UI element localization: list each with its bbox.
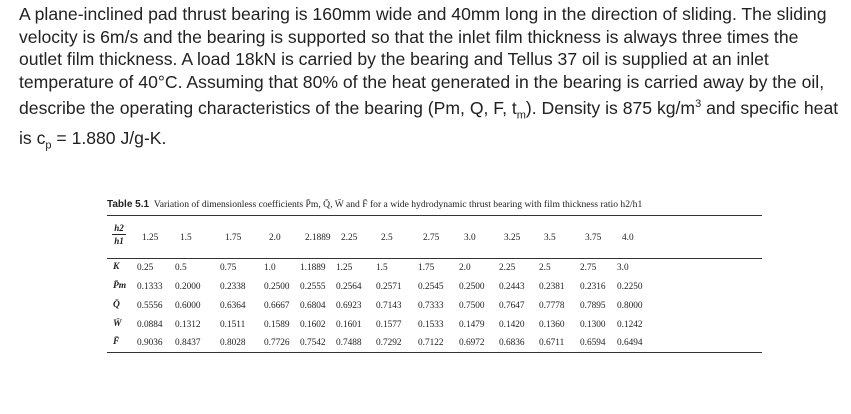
table-cell: 0.6364: [220, 301, 246, 311]
header-cell: 1.75: [225, 233, 242, 243]
table-cell: 0.7647: [499, 301, 525, 311]
table-cell: 0.2500: [459, 282, 485, 292]
table-cell: 0.2250: [617, 282, 643, 292]
table-cell: 0.7292: [376, 338, 402, 348]
table-cell: 0.7488: [336, 338, 362, 348]
table-cell: 0.2564: [336, 282, 362, 292]
problem-text-1: A plane-inclined pad thrust bearing is 160mm wide and 40mm long in the direction of sliding. The sliding velocity is 6m/s and the bearing is supported so that the inlet film thickness is always three times the outlet film thickness. A load 18kN is carried by the bearing and Tellus 37 oil is supplied at an inlet temperature of 40°C. Assuming that 80% of the heat generated in the bearing is carried away by the oil, describe the operating characteristics of the bearing (Pm, Q, F, t: [19, 4, 827, 119]
table-cell: 0.1589: [264, 320, 290, 330]
table-cell: 0.6594: [580, 338, 606, 348]
table-caption-label: Table 5.1: [107, 199, 150, 210]
header-cell: 3.75: [585, 233, 602, 243]
table-cell: 0.2338: [220, 282, 246, 292]
header-cell: 4.0: [622, 233, 634, 243]
table-cell: 0.0884: [137, 320, 163, 330]
table-cell: 0.2000: [175, 282, 201, 292]
table-cell: 0.5: [175, 263, 187, 273]
header-cell: 2.75: [423, 233, 440, 243]
table-cell: 0.1533: [418, 320, 444, 330]
table-cell: 0.6836: [499, 338, 525, 348]
table-cell: 1.1889: [300, 263, 326, 273]
table-cell: 0.7122: [418, 338, 444, 348]
row-label: F̄: [113, 337, 120, 347]
table-cell: 0.1577: [376, 320, 402, 330]
table-cell: 0.1602: [300, 320, 326, 330]
table-caption-text: Variation of dimensionless coefficients P̄m, Q̄, W̄ and F̄ for a wide hydrodynamic thrust bearing with film thickness ratio h2/h1: [153, 199, 643, 210]
table-cell: 0.6972: [459, 338, 485, 348]
table-bottom-rule: [107, 352, 762, 353]
header-cell: 1.25: [142, 233, 159, 243]
table-cell: 0.7895: [580, 301, 606, 311]
header-cell: 1.5: [180, 233, 192, 243]
table-cell: 0.5556: [137, 301, 163, 311]
table-cell: 0.1300: [580, 320, 606, 330]
table-cell: 2.75: [580, 263, 597, 273]
header-cell: 2.0: [269, 233, 281, 243]
table-cell: 0.25: [137, 263, 154, 273]
table-cell: 0.7778: [539, 301, 565, 311]
header-cell: 3.5: [544, 233, 556, 243]
table-cell: 0.1242: [617, 320, 643, 330]
row-label: K: [113, 262, 120, 272]
table-cell: 2.5: [539, 263, 551, 273]
table-cell: 0.6494: [617, 338, 643, 348]
problem-statement: [19, 3, 839, 157]
table-caption: [107, 199, 642, 210]
table-cell: 0.1479: [459, 320, 485, 330]
table-cell: 0.6923: [336, 301, 362, 311]
table-cell: 0.75: [220, 263, 237, 273]
table-cell: 0.6804: [300, 301, 326, 311]
table-cell: 0.1601: [336, 320, 362, 330]
table-cell: 1.0: [264, 263, 276, 273]
table-cell: 0.1420: [499, 320, 525, 330]
table-cell: 1.5: [376, 263, 388, 273]
table-cell: 0.7500: [459, 301, 485, 311]
ratio-denominator: h1: [114, 236, 124, 246]
table-cell: 0.6711: [539, 338, 565, 348]
table-cell: 0.6000: [175, 301, 201, 311]
header-cell: 3.25: [504, 233, 521, 243]
table-header-rule: [107, 258, 762, 259]
header-cell: 2.25: [341, 233, 358, 243]
table-cell: 0.9036: [137, 338, 163, 348]
subscript-p: p: [45, 139, 52, 152]
subscript-m: m: [516, 109, 526, 122]
header-cell: 2.5: [381, 233, 393, 243]
table-cell: 0.8000: [617, 301, 643, 311]
table-cell: 0.7726: [264, 338, 290, 348]
table-cell: 0.1511: [220, 320, 246, 330]
row-label: Q̄: [113, 300, 120, 310]
table-cell: 0.7542: [300, 338, 326, 348]
table-cell: 0.7143: [376, 301, 402, 311]
table-cell: 0.2381: [539, 282, 565, 292]
table-cell: 0.1312: [175, 320, 201, 330]
row-label: W̄: [113, 319, 122, 329]
row-label: P̄m: [113, 281, 127, 291]
table-cell: 3.0: [617, 263, 629, 273]
problem-text-4: = 1.880 J/g-K.: [51, 128, 167, 149]
table-cell: 0.2316: [580, 282, 606, 292]
problem-text-2: ). Density is 875 kg/m: [525, 98, 696, 119]
problem-text-3: and specific heat is c: [19, 98, 839, 149]
table-cell: 0.6667: [264, 301, 290, 311]
table-cell: 0.1360: [539, 320, 565, 330]
table-cell: 0.2443: [499, 282, 525, 292]
table-cell: 0.1333: [137, 282, 163, 292]
table-cell: 0.2571: [376, 282, 402, 292]
table-top-rule: [107, 215, 762, 216]
header-cell: 2.1889: [305, 233, 331, 243]
table-cell: 0.2545: [418, 282, 444, 292]
table-cell: 0.7333: [418, 301, 444, 311]
ratio-label: [112, 223, 126, 246]
header-cell: 3.0: [464, 233, 476, 243]
superscript-3: 3: [695, 98, 702, 111]
table-cell: 1.75: [418, 263, 435, 273]
table-cell: 0.8028: [220, 338, 246, 348]
table-cell: 2.25: [499, 263, 516, 273]
table-cell: 0.2555: [300, 282, 326, 292]
table-cell: 2.0: [459, 263, 471, 273]
table-cell: 0.2500: [264, 282, 290, 292]
table-cell: 0.8437: [175, 338, 201, 348]
table-cell: 1.25: [336, 263, 353, 273]
ratio-numerator: h2: [114, 223, 124, 233]
